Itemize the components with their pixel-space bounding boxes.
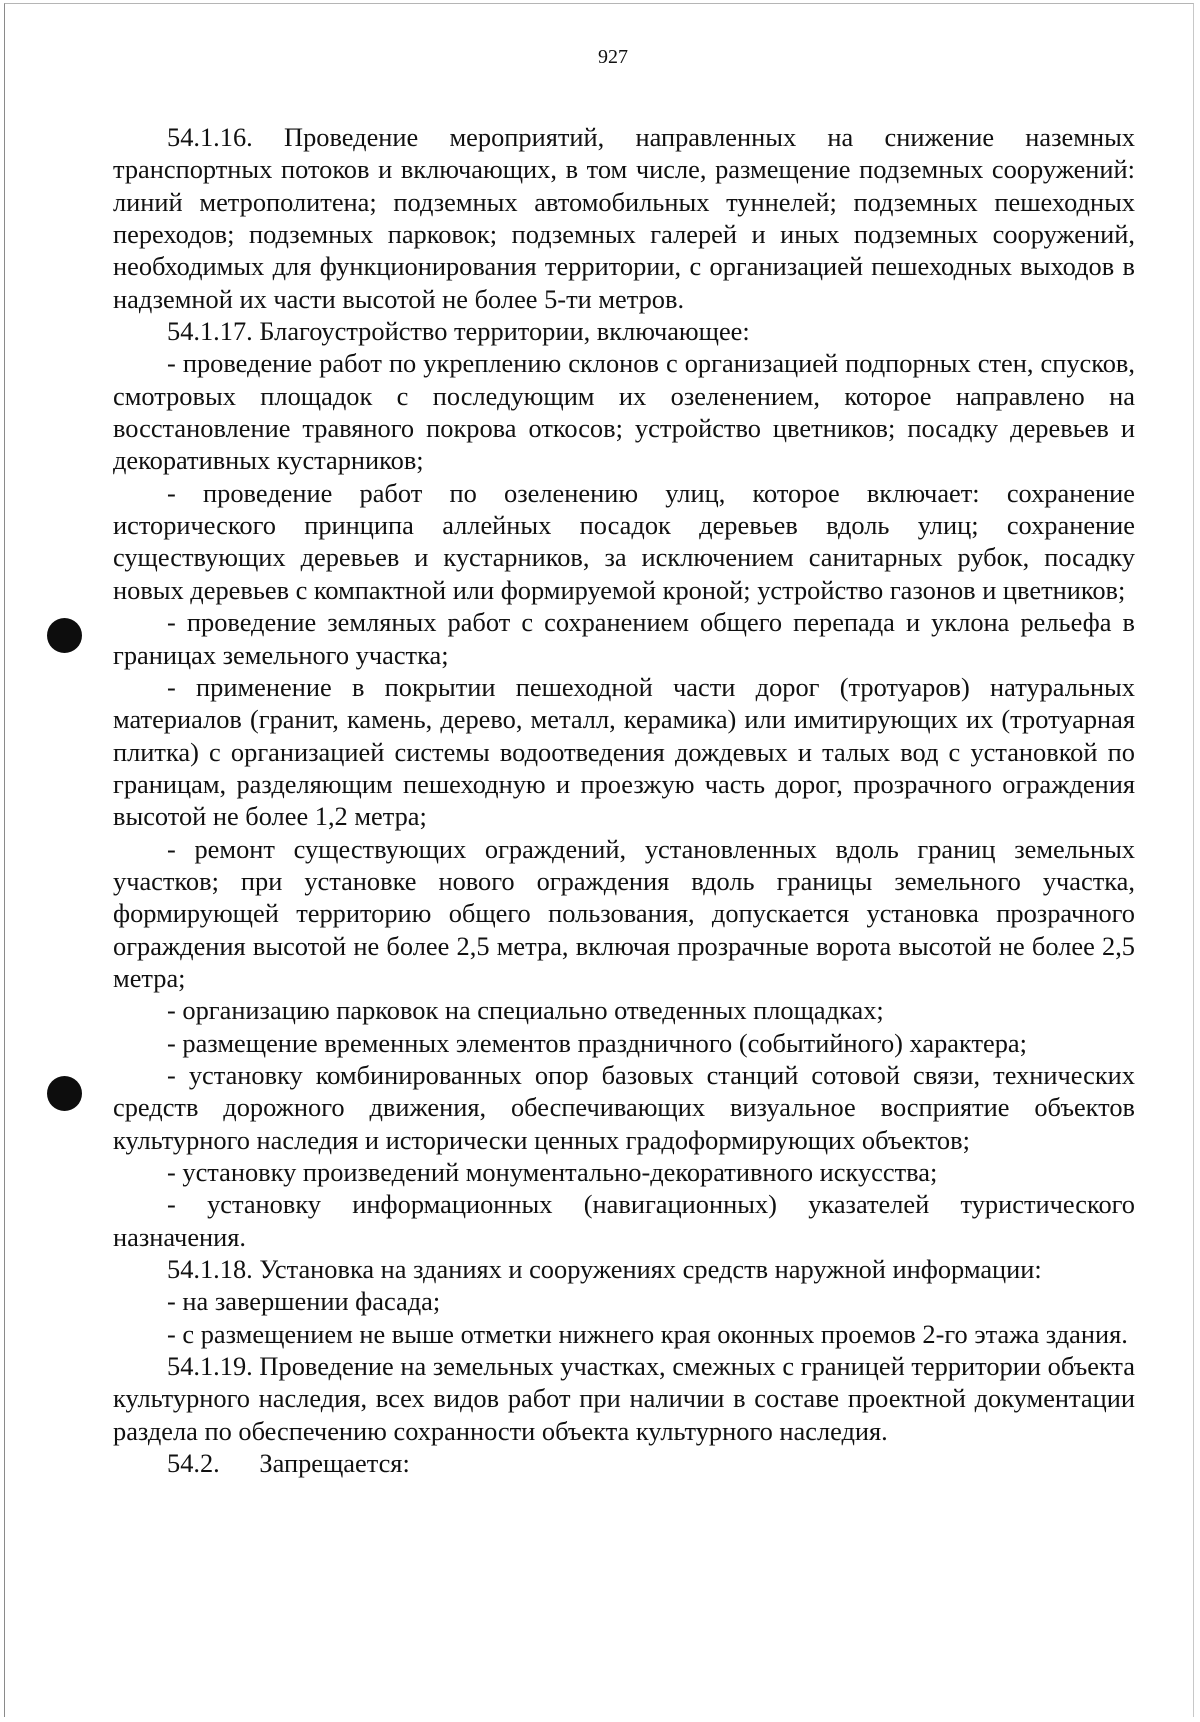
list-item-tourist-signs: - установку информационных (навигационных) указателей туристического назначения. [113, 1189, 1135, 1252]
list-item-pavement: - применение в покрытии пешеходной части дорог (тротуаров) натуральных материалов (гранит, камень, дерево, металл, керамика) или имитирующих их (тротуарная плитка) с организацией системы водоотведения дождевых и талых вод с установкой по границам, разделяющим пешеходную и проезжую часть дорог, прозрачного ограждения высотой не более 1,2 метра; [113, 671, 1135, 832]
paragraph-54-2: 54.2. Запрещается: [167, 1448, 410, 1479]
paragraph-54-1-17: 54.1.17. Благоустройство территории, включающее: [167, 316, 750, 347]
paragraph-54-1-16: 54.1.16. Проведение мероприятий, направленных на снижение наземных транспортных потоков и включающих, в том числе, размещение подземных сооружений: линий метрополитена; подземных автомобильных туннелей; подземных пешеходных переходов; подземных парковок; подземных галерей и иных подземных сооружений, необходимых для функционирования территории, с организацией пешеходных выходов в надземной их части высотой не более 5-ти метров. [113, 122, 1135, 314]
list-item-monumental-art: - установку произведений монументально-декоративного искусства; [167, 1157, 938, 1187]
punch-hole-mark [47, 1076, 82, 1111]
document-body [113, 121, 1135, 1479]
paragraph-54-1-19: 54.1.19. Проведение на земельных участках, смежных с границей территории объекта культурного наследия, всех видов работ при наличии в составе проектной документации раздела по обеспечению сохранности объекта культурного наследия. [113, 1351, 1135, 1446]
list-item-earthworks: - проведение земляных работ с сохранением общего перепада и уклона рельефа в границах земельного участка; [113, 607, 1135, 670]
list-item-slopes: - проведение работ по укреплению склонов с организацией подпорных стен, спусков, смотровых площадок с последующим их озеленением, которое направлено на восстановление травяного покрова откосов; устройство цветников; посадку деревьев и декоративных кустарников; [113, 348, 1135, 476]
paragraph-54-1-18: 54.1.18. Установка на зданиях и сооружениях средств наружной информации: [167, 1254, 1042, 1285]
list-item-fences: - ремонт существующих ограждений, установленных вдоль границ земельных участков; при установке нового ограждения вдоль границы земельного участка, формирующей территорию общего пользования, допускается установка прозрачного ограждения высотой не более 2,5 метра, включая прозрачные ворота высотой не более 2,5 метра; [113, 833, 1135, 993]
list-item-combined-poles: - установку комбинированных опор базовых станций сотовой связи, технических средств дорожного движения, обеспечивающих визуальное восприятие объектов культурного наследия и исторически ценных градоформирующих объектов; [113, 1059, 1135, 1155]
list-item-below-second-floor: - с размещением не выше отметки нижнего края оконных проемов 2-го этажа здания. [167, 1318, 1128, 1349]
list-item-festive-elements: - размещение временных элементов праздничного (событийного) характера; [167, 1027, 1027, 1058]
list-item-street-greening: - проведение работ по озеленению улиц, которое включает: сохранение исторического принципа аллейных посадок деревьев вдоль улиц; сохранение существующих деревьев и кустарников, за исключением санитарных рубок, посадку новых деревьев с компактной или формируемой кроной; устройство газонов и цветников; [113, 477, 1135, 605]
list-item-facade-top: - на завершении фасада; [167, 1286, 441, 1317]
page-number: 927 [598, 46, 628, 68]
punch-hole-mark [47, 618, 82, 653]
list-item-parking: - организацию парковок на специально отведенных площадках; [167, 995, 884, 1026]
